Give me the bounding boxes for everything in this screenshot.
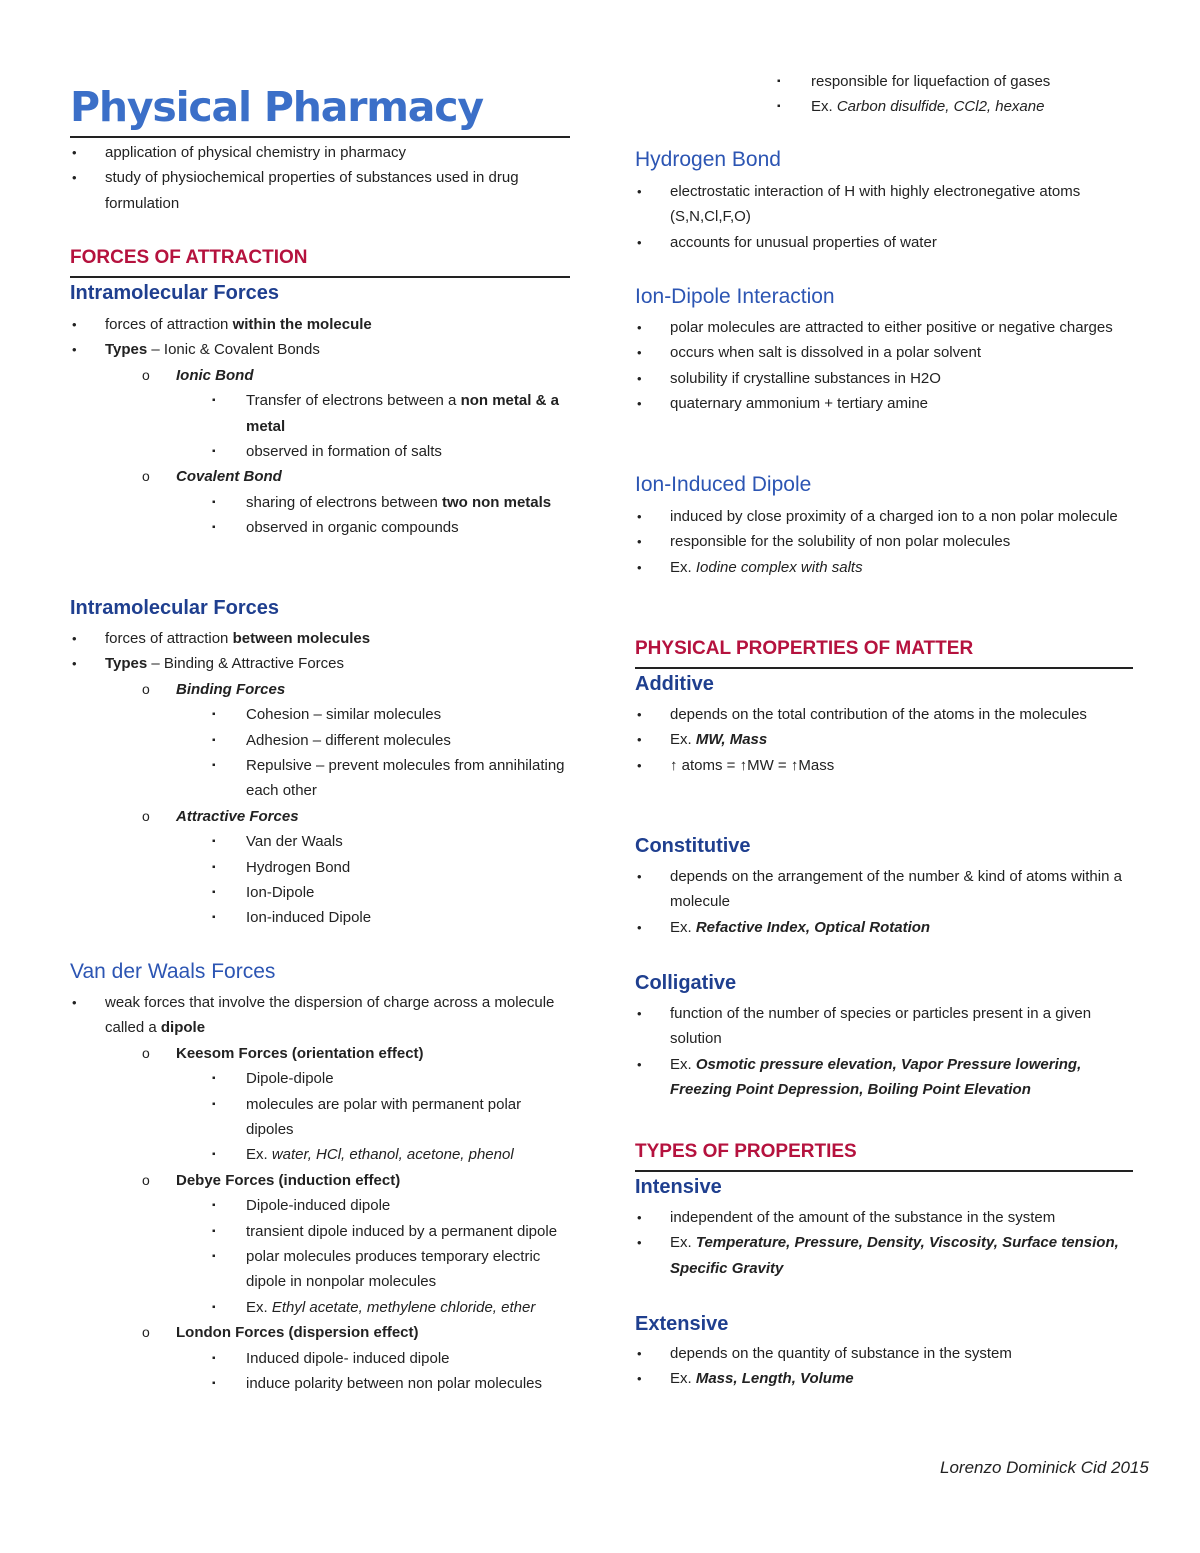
bullet-icon: • bbox=[637, 234, 642, 250]
bullet-icon: • bbox=[637, 1346, 642, 1361]
list-item: • Ex. Refactive Index, Optical Rotation bbox=[635, 915, 1133, 940]
subheading-extensive: Extensive bbox=[635, 1313, 729, 1335]
list-item: ▪ Ex. water, HCl, ethanol, acetone, phenol bbox=[70, 1142, 570, 1167]
list-item: • accounts for unusual properties of water bbox=[635, 230, 1133, 255]
list-item: • ↑ atoms = ↑MW = ↑Mass bbox=[635, 753, 1133, 778]
square-bullet-icon: ▪ bbox=[212, 912, 216, 924]
list-item: • depends on the quantity of substance in the system bbox=[635, 1341, 1133, 1366]
bullet-icon: • bbox=[637, 320, 642, 335]
bullet-icon: • bbox=[637, 757, 642, 773]
section-heading-forces: FORCES OF ATTRACTION bbox=[70, 246, 570, 278]
list-item: ▪ sharing of electrons between two non metals bbox=[70, 490, 570, 515]
bullet-icon: • bbox=[72, 145, 77, 160]
bullet-icon: • bbox=[72, 656, 77, 672]
bullet-icon: • bbox=[637, 509, 642, 524]
section-heading-types-of-properties: TYPES OF PROPERTIES bbox=[635, 1140, 1133, 1172]
list-item: • depends on the arrangement of the number & kind of atoms within a molecule bbox=[635, 864, 1133, 915]
list-item: o Binding Forces bbox=[70, 677, 570, 702]
subheading-additive: Additive bbox=[635, 673, 714, 695]
bullet-icon: • bbox=[637, 919, 642, 935]
circle-bullet-icon: o bbox=[142, 1171, 150, 1188]
ion-induced-dipole-list bbox=[635, 504, 1133, 580]
square-bullet-icon: ▪ bbox=[212, 836, 216, 848]
list-item: ▪ Induced dipole- induced dipole bbox=[70, 1346, 570, 1371]
list-item: o Ionic Bond bbox=[70, 363, 570, 388]
circle-bullet-icon: o bbox=[142, 680, 150, 697]
circle-bullet-icon: o bbox=[142, 366, 150, 383]
list-item: ▪ Transfer of electrons between a non metal & a metal bbox=[70, 388, 570, 439]
list-item: ▪ Ion-Dipole bbox=[70, 880, 570, 905]
list-item: o London Forces (dispersion effect) bbox=[70, 1320, 570, 1345]
list-item: ▪ polar molecules produces temporary electric dipole in nonpolar molecules bbox=[70, 1244, 570, 1295]
square-bullet-icon: ▪ bbox=[212, 1149, 216, 1161]
bullet-icon: • bbox=[637, 1056, 642, 1072]
section-heading-physical-properties: PHYSICAL PROPERTIES OF MATTER bbox=[635, 637, 1133, 669]
subheading-ion-dipole: Ion-Dipole Interaction bbox=[635, 285, 835, 308]
square-bullet-icon: ▪ bbox=[212, 887, 216, 899]
constitutive-list bbox=[635, 864, 1133, 940]
list-item: ▪ transient dipole induced by a permanent dipole bbox=[70, 1219, 570, 1244]
bullet-icon: • bbox=[637, 707, 642, 722]
list-item: ▪ induce polarity between non polar molecules bbox=[70, 1371, 570, 1396]
subheading-hydrogen-bond: Hydrogen Bond bbox=[635, 148, 781, 171]
list-item: ▪ Ion-induced Dipole bbox=[70, 905, 570, 930]
square-bullet-icon: ▪ bbox=[777, 101, 781, 113]
square-bullet-icon: ▪ bbox=[212, 1225, 216, 1237]
bullet-icon: • bbox=[637, 1006, 642, 1021]
bullet-icon: • bbox=[637, 345, 642, 361]
list-item: ▪ molecules are polar with permanent polar dipoles bbox=[70, 1092, 570, 1143]
list-item: • study of physiochemical properties of substances used in drug formulation bbox=[70, 165, 570, 216]
square-bullet-icon: ▪ bbox=[212, 709, 216, 721]
list-item: • weak forces that involve the dispersion of charge across a molecule called a dipole bbox=[70, 990, 570, 1041]
colligative-list bbox=[635, 1001, 1133, 1103]
circle-bullet-icon: o bbox=[142, 1324, 150, 1341]
intramolecular-1-list bbox=[70, 312, 570, 541]
square-bullet-icon: ▪ bbox=[212, 522, 216, 534]
list-item: ▪ Adhesion – different molecules bbox=[70, 728, 570, 753]
intro-list bbox=[70, 140, 570, 216]
bullet-icon: • bbox=[72, 170, 77, 186]
list-item: • independent of the amount of the substance in the system bbox=[635, 1205, 1133, 1230]
square-bullet-icon: ▪ bbox=[212, 734, 216, 746]
list-item: ▪ responsible for liquefaction of gases bbox=[635, 69, 1133, 94]
list-item: ▪ Dipole-induced dipole bbox=[70, 1193, 570, 1218]
author-signature: Lorenzo Dominick Cid 2015 bbox=[940, 1458, 1149, 1477]
bullet-icon: • bbox=[72, 995, 77, 1010]
list-item: • Ex. Osmotic pressure elevation, Vapor Pressure lowering, Freezing Point Depression, Boiling Point Elevation bbox=[635, 1052, 1133, 1103]
bullet-icon: • bbox=[72, 317, 77, 332]
square-bullet-icon: ▪ bbox=[212, 1378, 216, 1390]
extensive-list bbox=[635, 1341, 1133, 1392]
list-item: • Ex. Temperature, Pressure, Density, Viscosity, Surface tension, Specific Gravity bbox=[635, 1230, 1133, 1281]
list-item: ▪ Cohesion – similar molecules bbox=[70, 702, 570, 727]
list-item: • Ex. MW, Mass bbox=[635, 727, 1133, 752]
list-item: • electrostatic interaction of H with highly electronegative atoms (S,N,Cl,F,O) bbox=[635, 179, 1133, 230]
list-item: • responsible for the solubility of non polar molecules bbox=[635, 529, 1133, 554]
list-item: • function of the number of species or particles present in a given solution bbox=[635, 1001, 1133, 1052]
bullet-icon: • bbox=[637, 1371, 642, 1387]
list-item: ▪ Ex. Ethyl acetate, methylene chloride, ether bbox=[70, 1295, 570, 1320]
intramolecular-2-list bbox=[70, 626, 570, 931]
circle-bullet-icon: o bbox=[142, 468, 150, 485]
square-bullet-icon: ▪ bbox=[212, 1098, 216, 1110]
bullet-icon: • bbox=[637, 1235, 642, 1251]
list-item: • Types – Binding & Attractive Forces bbox=[70, 651, 570, 676]
subheading-van-der-waals: Van der Waals Forces bbox=[70, 960, 276, 983]
bullet-icon: • bbox=[72, 631, 77, 646]
list-item: ▪ Hydrogen Bond bbox=[70, 855, 570, 880]
additive-list bbox=[635, 702, 1133, 778]
square-bullet-icon: ▪ bbox=[777, 76, 781, 87]
list-item: • polar molecules are attracted to either positive or negative charges bbox=[635, 315, 1133, 340]
list-item: o Debye Forces (induction effect) bbox=[70, 1168, 570, 1193]
square-bullet-icon: ▪ bbox=[212, 496, 216, 508]
square-bullet-icon: ▪ bbox=[212, 861, 216, 873]
subheading-intramolecular-1: Intramolecular Forces bbox=[70, 282, 279, 304]
bullet-icon: • bbox=[637, 370, 642, 386]
bullet-icon: • bbox=[637, 559, 642, 575]
bullet-icon: • bbox=[637, 396, 642, 412]
list-item: • solubility if crystalline substances in H2O bbox=[635, 366, 1133, 391]
ion-dipole-list bbox=[635, 315, 1133, 417]
intensive-list bbox=[635, 1205, 1133, 1281]
list-item: • Ex. Mass, Length, Volume bbox=[635, 1366, 1133, 1391]
square-bullet-icon: ▪ bbox=[212, 760, 216, 772]
list-item: • forces of attraction within the molecule bbox=[70, 312, 570, 337]
circle-bullet-icon: o bbox=[142, 807, 150, 824]
list-item: • depends on the total contribution of the atoms in the molecules bbox=[635, 702, 1133, 727]
subheading-intramolecular-2: Intramolecular Forces bbox=[70, 597, 279, 619]
subheading-constitutive: Constitutive bbox=[635, 835, 751, 857]
square-bullet-icon: ▪ bbox=[212, 1352, 216, 1364]
list-item: ▪ Repulsive – prevent molecules from annihilating each other bbox=[70, 753, 570, 804]
subheading-ion-induced-dipole: Ion-Induced Dipole bbox=[635, 473, 812, 496]
list-item: • Ex. Iodine complex with salts bbox=[635, 555, 1133, 580]
bullet-icon: • bbox=[637, 184, 642, 199]
square-bullet-icon: ▪ bbox=[212, 1251, 216, 1263]
hydrogen-bond-list bbox=[635, 179, 1133, 255]
list-item: ▪ Van der Waals bbox=[70, 829, 570, 854]
list-item: • induced by close proximity of a charged ion to a non polar molecule bbox=[635, 504, 1133, 529]
list-item: ▪ Dipole-dipole bbox=[70, 1066, 570, 1091]
bullet-icon: • bbox=[637, 1210, 642, 1225]
list-item: • quaternary ammonium + tertiary amine bbox=[635, 391, 1133, 416]
square-bullet-icon: ▪ bbox=[212, 1073, 216, 1085]
list-item: ▪ observed in formation of salts bbox=[70, 439, 570, 464]
list-item: • Types – Ionic & Covalent Bonds bbox=[70, 337, 570, 362]
list-item: o Covalent Bond bbox=[70, 464, 570, 489]
list-item: o Attractive Forces bbox=[70, 804, 570, 829]
list-item: ▪ observed in organic compounds bbox=[70, 515, 570, 540]
page-title: Physical Pharmacy bbox=[70, 78, 570, 138]
square-bullet-icon: ▪ bbox=[212, 1200, 216, 1212]
subheading-colligative: Colligative bbox=[635, 972, 737, 994]
square-bullet-icon: ▪ bbox=[212, 1301, 216, 1313]
square-bullet-icon: ▪ bbox=[212, 446, 216, 458]
bullet-icon: • bbox=[637, 732, 642, 748]
continued-list bbox=[635, 69, 1133, 120]
circle-bullet-icon: o bbox=[142, 1044, 150, 1061]
list-item: • application of physical chemistry in pharmacy bbox=[70, 140, 570, 165]
list-item: o Keesom Forces (orientation effect) bbox=[70, 1041, 570, 1066]
bullet-icon: • bbox=[637, 534, 642, 550]
list-item: • forces of attraction between molecules bbox=[70, 626, 570, 651]
list-item: ▪ Ex. Carbon disulfide, CCl2, hexane bbox=[635, 94, 1133, 119]
subheading-intensive: Intensive bbox=[635, 1176, 722, 1198]
list-item: • occurs when salt is dissolved in a polar solvent bbox=[635, 340, 1133, 365]
van-der-waals-list bbox=[70, 990, 570, 1397]
bullet-icon: • bbox=[637, 869, 642, 884]
bullet-icon: • bbox=[72, 342, 77, 358]
square-bullet-icon: ▪ bbox=[212, 395, 216, 407]
